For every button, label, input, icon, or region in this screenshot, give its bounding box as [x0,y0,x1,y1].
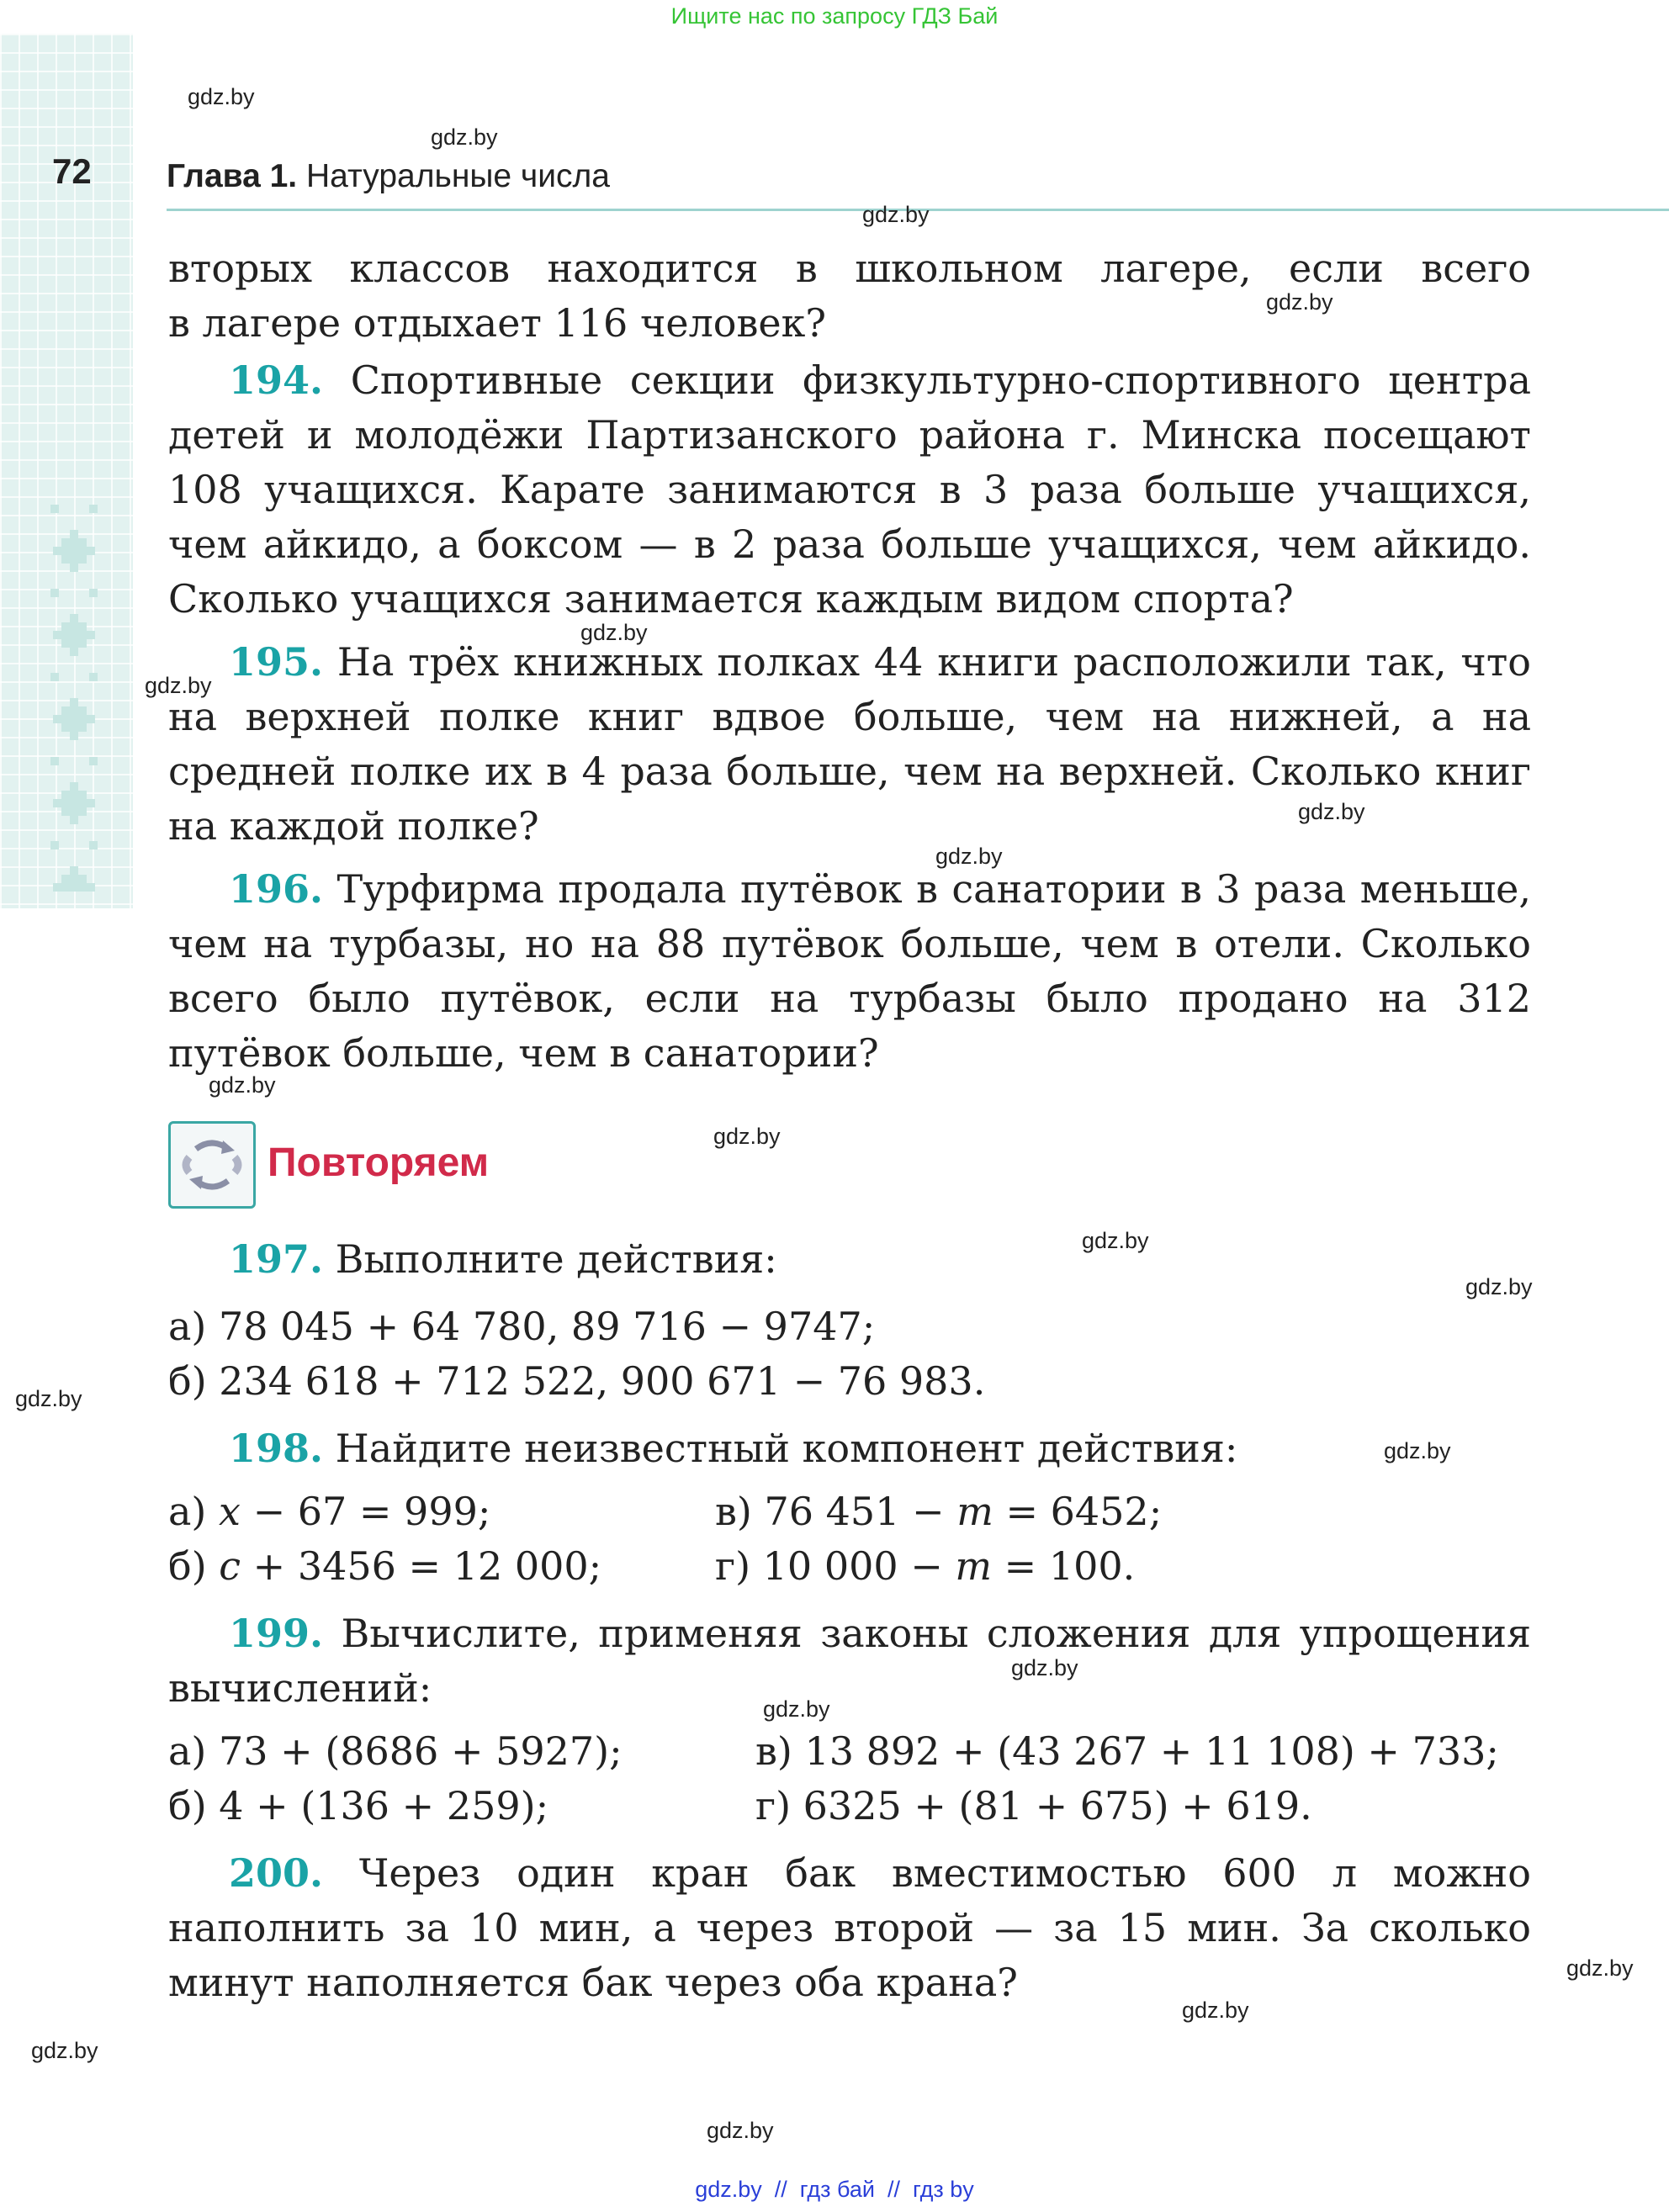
problem-197-b: б) 234 618 + 712 522, 900 671 − 76 983. [168,1358,986,1404]
problem-number: 198. [229,1426,324,1471]
variable: m [956,1489,993,1534]
watermark: gdz.by [707,2118,774,2143]
folk-ornament-icon [47,505,101,900]
watermark: gdz.by [431,124,498,150]
section-title: Повторяем [268,1140,490,1185]
watermark: gdz.by [1566,1955,1634,1981]
problem-number: 196. [229,866,324,912]
watermark: gdz.by [1384,1438,1451,1463]
intro-line-1: вторых классов находится в школьном лагере, если всего [168,246,1531,291]
watermark: gdz.by [580,620,648,645]
watermark: gdz.by [763,1696,830,1722]
watermark: gdz.by [862,202,930,227]
problem-198-v [715,1484,1162,1539]
problem-199-g: г) 6325 + (81 + 675) + 619. [755,1783,1312,1828]
problem-194 [168,353,1531,627]
watermark: gdz.by [209,1072,276,1098]
chapter-label: Глава 1. [167,158,298,194]
problem-198-g [715,1539,1135,1594]
top-banner[interactable]: Ищите нас по запросу ГДЗ Бай [670,3,999,29]
problem-text: На трёх книжных полках 44 книги расположили так, что на верхней полке книг вдвое больше, чем на нижней, а на средней полке их в 4 раза больше, чем на верхней. Сколько книг на каждой полке? [168,639,1531,849]
variable: c [219,1543,241,1589]
item-rest: = 6452; [993,1489,1163,1534]
watermark: gdz.by [145,673,212,698]
item-prefix: б) [168,1543,220,1589]
problem-number: 199. [229,1611,324,1656]
repeat-cycle-icon [171,1124,253,1206]
problem-number: 194. [229,357,324,403]
review-section-icon-box [168,1121,256,1209]
problem-197 [168,1232,1531,1287]
problem-199-a: а) 73 + (8686 + 5927); [168,1728,623,1774]
problem-text: Выполните действия: [335,1236,777,1282]
item-rest: + 3456 = 12 000; [241,1543,602,1589]
problem-198-a [168,1484,490,1539]
watermark: gdz.by [1082,1228,1149,1253]
watermark: gdz.by [31,2038,98,2063]
footer-links[interactable]: gdz.by // гдз бай // гдз by [695,2177,974,2202]
watermark: gdz.by [1011,1655,1078,1680]
item-prefix: в) 76 451 − [715,1489,957,1534]
problem-199 [168,1606,1531,1716]
problem-200 [168,1846,1531,2010]
problem-text: Спортивные секции физкультурно-спортивного центра детей и молодёжи Партизанского района г. Минска посещают 108 учащихся. Карате занимаются в 3 раза больше учащихся, чем айкидо, а боксом — в 2 раза больше учащихся, чем айкидо. Сколько учащихся занимается каждым видом спорта? [168,357,1532,622]
watermark: gdz.by [713,1124,781,1149]
variable: x [219,1489,241,1534]
problem-199-v: в) 13 892 + (43 267 + 11 108) + 733; [755,1728,1499,1774]
watermark: gdz.by [15,1386,82,1411]
problem-199-b: б) 4 + (136 + 259); [168,1783,549,1828]
watermark: gdz.by [935,844,1003,869]
chapter-title [167,158,610,195]
watermark: gdz.by [1182,1998,1249,2023]
problem-197-a: а) 78 045 + 64 780, 89 716 − 9747; [168,1304,876,1349]
problem-196 [168,862,1531,1081]
problem-198 [168,1421,1531,1476]
problem-text: Через один кран бак вместимостью 600 л можно наполнить за 10 мин, а через второй — за 15 мин. За сколько минут наполняется бак через оба крана? [168,1850,1531,2005]
watermark: gdz.by [1298,799,1365,824]
watermark: gdz.by [1266,289,1333,315]
problem-text: Найдите неизвестный компонент действия: [335,1426,1238,1471]
problem-198-b [168,1539,601,1594]
item-prefix: г) 10 000 − [715,1543,956,1589]
problem-number: 195. [229,639,324,685]
problem-number: 197. [229,1236,324,1282]
item-rest: − 67 = 999; [240,1489,491,1534]
problem-text: Вычислите, применяя законы сложения для упрощения вычислений: [168,1611,1531,1711]
intro-line-2: в лагере отдыхает 116 человек? [168,300,827,346]
chapter-name: Натуральные числа [306,158,610,194]
watermark: gdz.by [1465,1274,1533,1299]
watermark: gdz.by [188,84,255,109]
variable: m [955,1543,993,1589]
problem-text: Турфирма продала путёвок в санатории в 3 раза меньше, чем на турбазы, но на 88 путёвок больше, чем в отели. Сколько всего было путёвок, если на турбазы было продано на 312 путёвок больше, чем в санатории? [168,866,1532,1076]
item-rest: = 100. [992,1543,1136,1589]
problem-number: 200. [229,1850,324,1896]
item-prefix: а) [168,1489,219,1534]
page-number: 72 [52,151,92,191]
